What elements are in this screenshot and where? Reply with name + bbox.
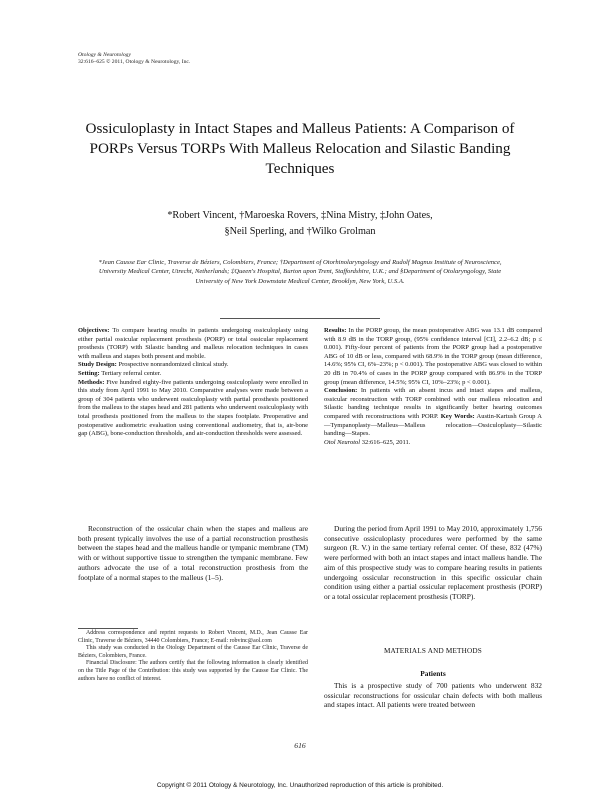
keywords-label: Key Words: xyxy=(440,412,475,420)
footnote-conducted: This study was conducted in the Otology Department of the Causse Ear Clinic, Traverse de Béziers, Colombiers, France. xyxy=(78,645,308,659)
citation-rest: 32:616–625, 2011. xyxy=(361,438,411,446)
abstract-design xyxy=(78,361,308,370)
setting-label: Setting: xyxy=(78,369,100,377)
copyright-notice: Copyright © 2011 Otology & Neurotology, Inc. Unauthorized reproduction of this article is prohibited. xyxy=(156,782,444,789)
page-number: 616 xyxy=(294,741,306,750)
footnote-address: Address correspondence and reprint requests to Robert Vincent, M.D., Jean Causse Ear Clinic, Traverse de Béziers, 34440 Colombiers, France; E-mail: robvinc@aol.com xyxy=(78,630,308,644)
abstract-conclusion xyxy=(324,387,542,439)
objectives-text: To compare hearing results in patients undergoing ossiculoplasty using either partial ossicular replacement prosthesis (PORP) or total ossicular replacement prosthesis (TORP) with Silastic banding and malleus relocation techniques in cases with malleus and stapes both present and mobile. xyxy=(78,327,308,360)
methods-text: Five hundred eighty-five patients undergoing ossiculoplasty were enrolled in this study from April 1991 to May 2010. Comparative analyses were made between a group of 304 patients who underwent ossiculoplasty with partial prosthesis positioned from the malleus to the stapes head and 281 patients who underwent ossiculoplasty with total prosthesis positioned from the malleus to the stapes footplate. Preoperative and postoperative audiometric evaluation using conventional audiometry, that is, air-bone gap (ABG), bone-conduction thresholds, and air-conduction thresholds were assessed. xyxy=(78,378,308,438)
intro-paragraph: Reconstruction of the ossicular chain when the stapes and malleus are both present typically involves the use of a partial reconstruction prosthesis between the stapes head and the malleus handle or tympanic membrane (TM) with or without supportive tissue to strengthen the tympanic membrane. Few authors advocate the use of a total reconstruction prosthesis from the footplate of a normal stapes to the malleus (1–5). xyxy=(78,524,308,582)
design-text: Prospective nonrandomized clinical study. xyxy=(118,361,229,369)
patients-paragraph: This is a prospective study of 700 patients who underwent 832 ossicular reconstructions for ossicular chain defects with both malleus and stapes intact. All patients were treated between xyxy=(324,681,542,710)
article-title: Ossiculoplasty in Intact Stapes and Malleus Patients: A Comparison of PORPs Versus TORPs With Malleus Relocation and Silastic Banding Techniques xyxy=(85,120,515,177)
section-heading: MATERIALS AND METHODS xyxy=(383,647,483,655)
results-label: Results: xyxy=(324,327,347,334)
author-list xyxy=(80,208,520,240)
objectives-label: Objectives: xyxy=(78,327,110,334)
footnote-disclosure: Financial Disclosure: The authors certify that the following information is clearly identified on the Title Page of the Contribution: this study was supported by the Causse Ear Clinic. The authors have no conflict of interest. xyxy=(78,660,308,682)
affiliations: *Jean Causse Ear Clinic, Traverse de Béziers, Colombiers, France; †Department of Otorhinolaryngology and Rudolf Magnus Institute of Neuroscience, University Medical Center, Utrecht, Netherlands; ‡Queen's Hospital, Burton upon Trent, Staffordshire, U.K.; and §Department of Otolaryngology, State University of New York Downstate Medical Center, Brooklyn, New York, U.S.A. xyxy=(98,259,502,285)
journal-header xyxy=(78,52,190,66)
abstract-results xyxy=(324,327,542,387)
citation-journal: Otol Neurotol xyxy=(324,438,361,446)
abstract-left-column xyxy=(78,327,308,439)
journal-name: Otology & Neurotology xyxy=(78,52,131,58)
patients-section xyxy=(324,681,542,710)
abstract-objectives xyxy=(78,327,308,361)
keywords-text: Austin-Kartush Group A—Tympanoplasty—Malleus—Malleus relocation—Ossiculoplasty—Silastic banding—Stapes. xyxy=(324,412,542,438)
author-line-2: §Neil Sperling, and †Wilko Grolman xyxy=(224,225,376,237)
body-right-column xyxy=(324,524,542,602)
subsection-heading: Patients xyxy=(420,669,446,678)
design-label: Study Design: xyxy=(78,361,117,369)
body-left-column xyxy=(78,524,308,582)
conclusion-label: Conclusion: xyxy=(324,387,358,395)
abstract-divider xyxy=(220,318,380,319)
abstract-setting xyxy=(78,370,308,379)
results-text: In the PORP group, the mean postoperative ABG was 13.1 dB compared with 8.9 dB in the TORP group, (95% confidence interval [CI], 2.2–6.2 dB; p ≤ 0.001). Fifty-four percent of patients from the PORP group had a postoperative ABG of 10 dB or less, compared with 68.9% in the TORP group (mean difference, 14.6%; 95% CI, 6%–23%; p < 0.001). The postoperative ABG was closed to within 20 dB in 70.4% of cases in the PORP group compared with 86.9% in the TORP group (mean difference, 14.5%; 95% CI, 10%–23%; p < 0.001). xyxy=(324,327,542,386)
conclusion-text: In patients with an absent incus and intact stapes and malleus, ossicular reconstruction with TORP combined with our malleus relocation and Silastic banding technique results in significantly better hearing outcomes compared with reconstructions with PORP. xyxy=(324,387,542,420)
abstract-right-column xyxy=(324,327,542,447)
footnote-divider xyxy=(78,628,138,629)
period-paragraph: During the period from April 1991 to May 2010, approximately 1,756 consecutive ossiculoplasty procedures were performed by the same surgeon (R. V.) in the same tertiary referral center. Of these, 832 (47%) were performed with both an intact stapes and intact malleus handle. The aim of this prospective study was to compare hearing results in patients undergoing ossicular reconstruction in this specific ossicular chain condition using either a partial ossicular replacement prosthesis (PORP) or a total ossicular replacement prosthesis (TORP). xyxy=(324,524,542,601)
footnotes xyxy=(78,630,308,683)
journal-citation: 32:616–625 © 2011, Otology & Neurotology, Inc. xyxy=(78,59,191,66)
setting-text: Tertiary referral center. xyxy=(101,369,162,377)
methods-label: Methods: xyxy=(78,378,105,386)
abstract-methods xyxy=(78,379,308,439)
author-line-1: *Robert Vincent, †Maroeska Rovers, ‡Nina Mistry, ‡John Oates, xyxy=(167,210,433,221)
abstract-citation xyxy=(324,439,542,448)
